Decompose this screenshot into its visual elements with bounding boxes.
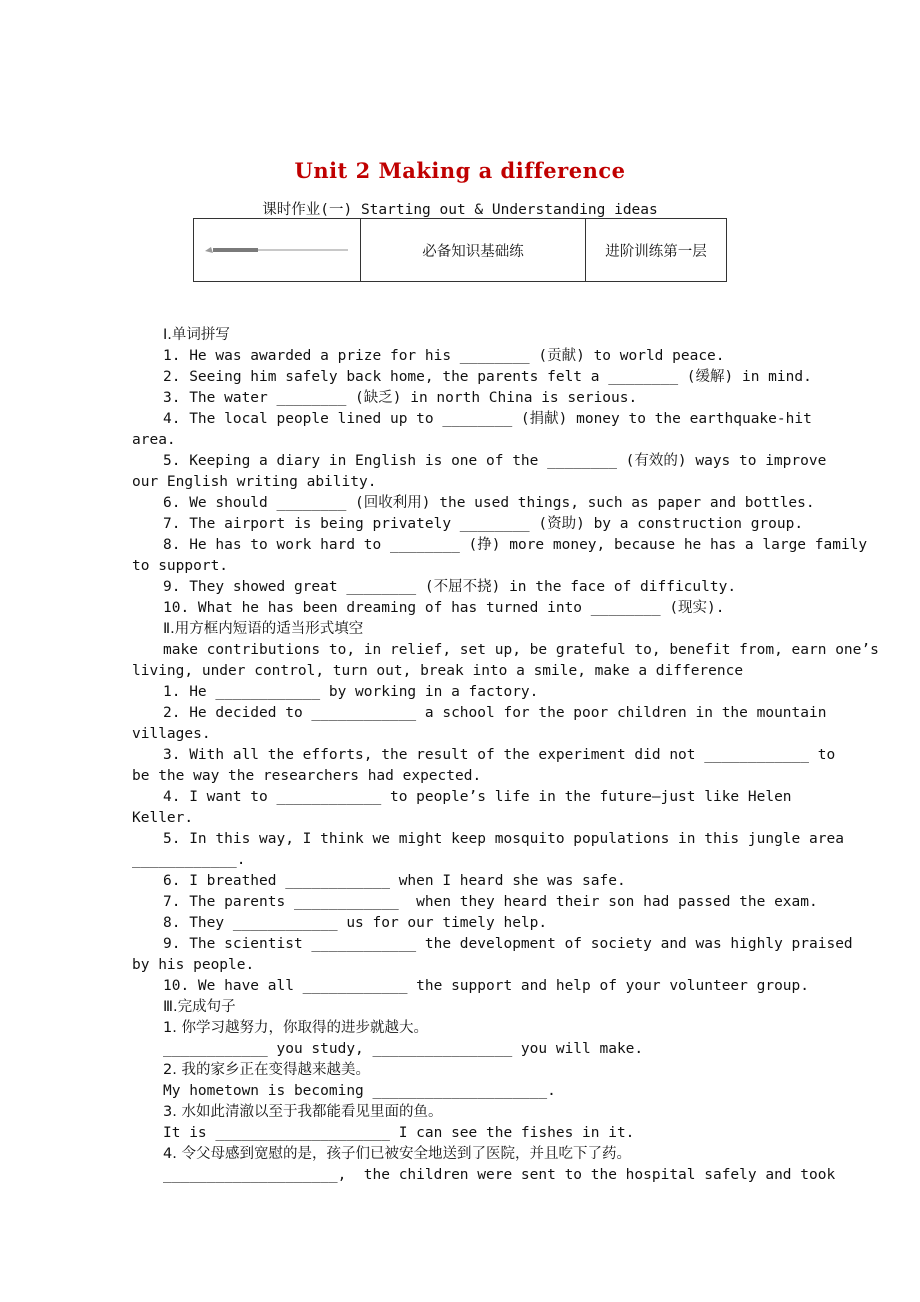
- exercise-line: 4. The local people lined up to ________ (捐献) money to the earthquake-hit: [163, 411, 812, 427]
- exercise-line: to support.: [132, 558, 229, 574]
- phrase-box-line: living, under control, turn out, break into a smile, make a difference: [132, 663, 744, 679]
- page-subtitle: 课时作业(一) Starting out & Understanding ideas: [262, 202, 658, 218]
- exercise-line: 9. They showed great ________ (不屈不挠) in the face of difficulty.: [163, 579, 737, 595]
- exercise-line: 5. In this way, I think we might keep mosquito populations in this jungle area: [163, 831, 844, 847]
- exercise-line: 10. What he has been dreaming of has turned into ________ (现实).: [163, 600, 725, 616]
- exercise-line: villages.: [132, 726, 211, 742]
- exercise-line: It is ____________________ I can see the fishes in it.: [163, 1125, 635, 1141]
- exercise-line: ____________.: [132, 852, 246, 868]
- page-title: Unit 2 Making a difference: [294, 158, 626, 183]
- exercise-line: 10. We have all ____________ the support and help of your volunteer group.: [163, 978, 810, 994]
- exercise-line: 8. He has to work hard to ________ (挣) more money, because he has a large family: [163, 537, 868, 553]
- pencil-icon: [203, 245, 351, 255]
- exercise-line: 4. I want to ____________ to people’s life in the future—just like Helen: [163, 789, 792, 805]
- exercise-line: 6. I breathed ____________ when I heard she was safe.: [163, 873, 626, 889]
- exercise-line: 9. The scientist ____________ the development of society and was highly praised: [163, 936, 853, 952]
- exercise-line: 3. 水如此清澈以至于我都能看见里面的鱼。: [163, 1104, 443, 1120]
- exercise-line: My hometown is becoming ____________________.: [163, 1083, 556, 1099]
- exercise-line: 5. Keeping a diary in English is one of the ________ (有效的) ways to improve: [163, 453, 827, 469]
- exercise-line: Keller.: [132, 810, 194, 826]
- exercise-line: 7. The parents ____________ when they heard their son had passed the exam.: [163, 894, 818, 910]
- exercise-line: by his people.: [132, 957, 255, 973]
- section-heading-3: Ⅲ.完成句子: [163, 999, 236, 1015]
- exercise-line: 2. 我的家乡正在变得越来越美。: [163, 1062, 370, 1078]
- header-table: [193, 218, 727, 282]
- exercise-line: 4. 令父母感到宽慰的是，孩子们已被安全地送到了医院，并且吃下了药。: [163, 1146, 631, 1162]
- exercise-line: 3. The water ________ (缺乏) in north China is serious.: [163, 390, 638, 406]
- exercise-line: 2. He decided to ____________ a school for the poor children in the mountain: [163, 705, 827, 721]
- header-cell-basic: 必备知识基础练: [361, 219, 586, 282]
- exercise-line: ____________________, the children were sent to the hospital safely and took: [163, 1167, 836, 1183]
- exercise-line: 3. With all the efforts, the result of the experiment did not ____________ to: [163, 747, 836, 763]
- exercise-line: 1. 你学习越努力，你取得的进步就越大。: [163, 1020, 428, 1036]
- exercise-line: 1. He was awarded a prize for his ________ (贡献) to world peace.: [163, 348, 725, 364]
- exercise-line: be the way the researchers had expected.: [132, 768, 482, 784]
- exercise-line: 1. He ____________ by working in a factory.: [163, 684, 539, 700]
- exercise-line: 6. We should ________ (回收利用) the used things, such as paper and bottles.: [163, 495, 815, 511]
- header-cell-level: 进阶训练第一层: [586, 219, 727, 282]
- exercise-line: 7. The airport is being privately ________ (资助) by a construction group.: [163, 516, 804, 532]
- section-heading-2: Ⅱ.用方框内短语的适当形式填空: [163, 621, 364, 637]
- exercise-line: ____________ you study, ________________ you will make.: [163, 1041, 644, 1057]
- section-heading-1: Ⅰ.单词拼写: [163, 327, 230, 343]
- pencil-cell: [194, 219, 361, 282]
- exercise-line: area.: [132, 432, 176, 448]
- exercise-line: 2. Seeing him safely back home, the parents felt a ________ (缓解) in mind.: [163, 369, 812, 385]
- phrase-box-line: make contributions to, in relief, set up, be grateful to, benefit from, earn one’s: [163, 642, 879, 658]
- exercise-line: our English writing ability.: [132, 474, 377, 490]
- exercise-line: 8. They ____________ us for our timely help.: [163, 915, 548, 931]
